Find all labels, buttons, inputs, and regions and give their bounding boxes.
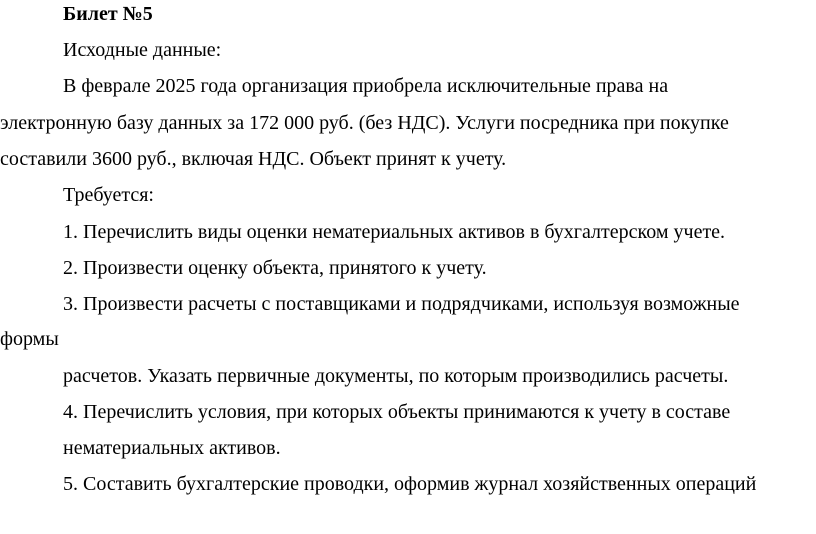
task-line: 5. Составить бухгалтерские проводки, оформив журнал хозяйственных операций: [63, 473, 757, 495]
task-line: 4. Перечислить условия, при которых объекты принимаются к учету в составе: [63, 401, 731, 423]
task-line: формы: [0, 328, 59, 350]
condition-line: В феврале 2025 года организация приобрела исключительные права на: [63, 75, 669, 97]
ticket-title: Билет №5: [63, 3, 153, 25]
task-line: 2. Произвести оценку объекта, принятого к учету.: [63, 257, 487, 279]
initial-data-label: Исходные данные:: [63, 39, 222, 61]
task-line: 3. Произвести расчеты с поставщиками и подрядчиками, используя возможные: [63, 293, 740, 315]
condition-line: электронную базу данных за 172 000 руб. (без НДС). Услуги посредника при покупке: [0, 112, 729, 134]
task-line: расчетов. Указать первичные документы, по которым производились расчеты.: [63, 365, 729, 387]
condition-line: составили 3600 руб., включая НДС. Объект принят к учету.: [0, 148, 507, 170]
task-line: нематериальных активов.: [63, 437, 281, 459]
required-label: Требуется:: [63, 184, 154, 206]
task-line: 1. Перечислить виды оценки нематериальных активов в бухгалтерском учете.: [63, 221, 726, 243]
